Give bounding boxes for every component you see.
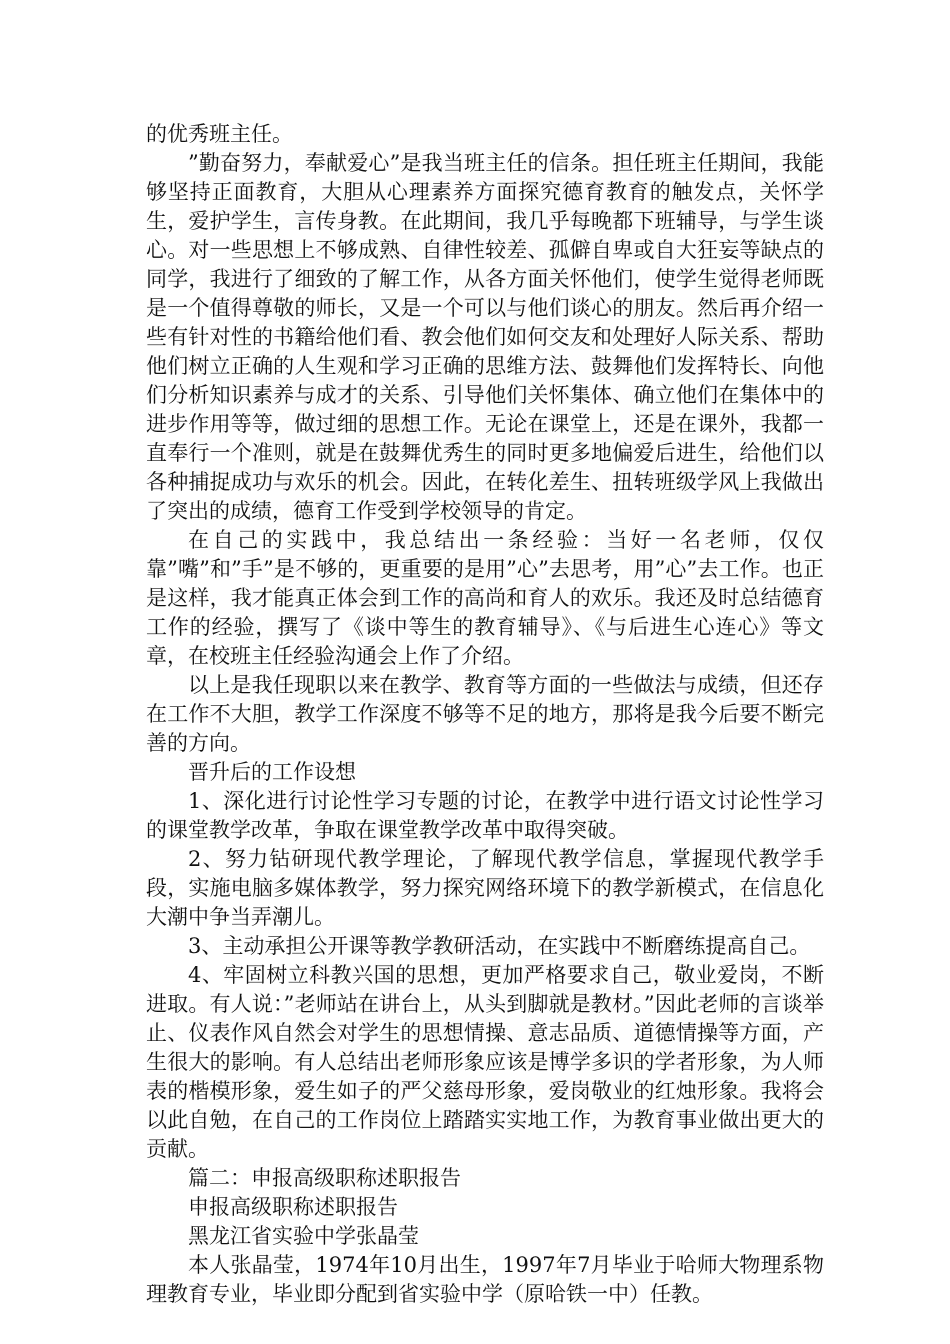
paragraph-self-introduction: 本人张晶莹，1974年10月出生，1997年7月毕业于哈师大物理系物理教育专业，毕业即分配到省实验中学（原哈铁一中）任教。	[146, 1253, 824, 1306]
plan-item-3: 3、主动承担公开课等教学教研活动，在实践中不断磨练提高自己。	[188, 934, 811, 958]
section-heading-work-plan: 晋升后的工作设想	[188, 760, 356, 784]
article-two-heading: 篇二：申报高级职称述职报告	[188, 1166, 461, 1190]
plan-item-2: 2、努力钻研现代教学理论，了解现代教学信息，掌握现代教学手段，实施电脑多媒体教学，努力探究网络环境下的教学新模式，在信息化大潮中争当弄潮儿。	[146, 847, 824, 929]
paragraph-class-teacher-creed: ”勤奋努力，奉献爱心”是我当班主任的信条。担任班主任期间，我能够坚持正面教育，大胆从心理素养方面探究德育教育的触发点，关怀学生，爱护学生，言传身教。在此期间，我几乎每晚都下班辅导，与学生谈心。对一些思想上不够成熟、自律性较差、孤僻自卑或自大狂妄等缺点的同学，我进行了细致的了解工作，从各方面关怀他们，使学生觉得老师既是一个值得尊敬的师长，又是一个可以与他们谈心的朋友。然后再介绍一些有针对性的书籍给他们看、教会他们如何交友和处理好人际关系、帮助他们树立正确的人生观和学习正确的思维方法、鼓舞他们发挥特长、向他们分析知识素养与成才的关系、引导他们关怀集体、确立他们在集体中的进步作用等等，做过细的思想工作。无论在课堂上，还是在课外，我都一直奉行一个准则，就是在鼓舞优秀生的同时更多地偏爱后进生，给他们以各种捕捉成功与欢乐的机会。因此，在转化差生、扭转班级学风上我做出了突出的成绩，德育工作受到学校领导的肯定。	[146, 151, 824, 523]
paragraph-summary: 以上是我任现职以来在教学、教育等方面的一些做法与成绩，但还存在工作不大胆，教学工作深度不够等不足的地方，那将是我今后要不断完善的方向。	[146, 673, 824, 755]
paragraph-intro-continuation: 的优秀班主任。	[146, 122, 293, 146]
document-body	[146, 120, 824, 1309]
plan-item-1: 1、深化进行讨论性学习专题的讨论，在教学中进行语文讨论性学习的课堂教学改革，争取在课堂教学改革中取得突破。	[146, 789, 824, 842]
report-author: 黑龙江省实验中学张晶莹	[188, 1224, 419, 1248]
paragraph-practice-experience: 在自己的实践中，我总结出一条经验：当好一名老师，仅仅靠”嘴”和”手”是不够的，更重要的是用”心”去思考，用”心”去工作。也正是这样，我才能真正体会到工作的高尚和育人的欢乐。我还及时总结德育工作的经验，撰写了《谈中等生的教育辅导》、《与后进生心连心》等文章，在校班主任经验沟通会上作了介绍。	[146, 528, 824, 668]
plan-item-4: 4、牢固树立科教兴国的思想，更加严格要求自己，敬业爱岗，不断进取。有人说：”老师站在讲台上，从头到脚就是教材。”因此老师的言谈举止、仪表作风自然会对学生的思想情操、意志品质、道德情操等方面，产生很大的影响。有人总结出老师形象应该是博学多识的学者形象，为人师表的楷模形象，爱生如子的严父慈母形象，爱岗敬业的红烛形象。我将会以此自勉，在自己的工作岗位上踏踏实实地工作，为教育事业做出更大的贡献。	[146, 963, 824, 1161]
report-title: 申报高级职称述职报告	[188, 1195, 398, 1219]
